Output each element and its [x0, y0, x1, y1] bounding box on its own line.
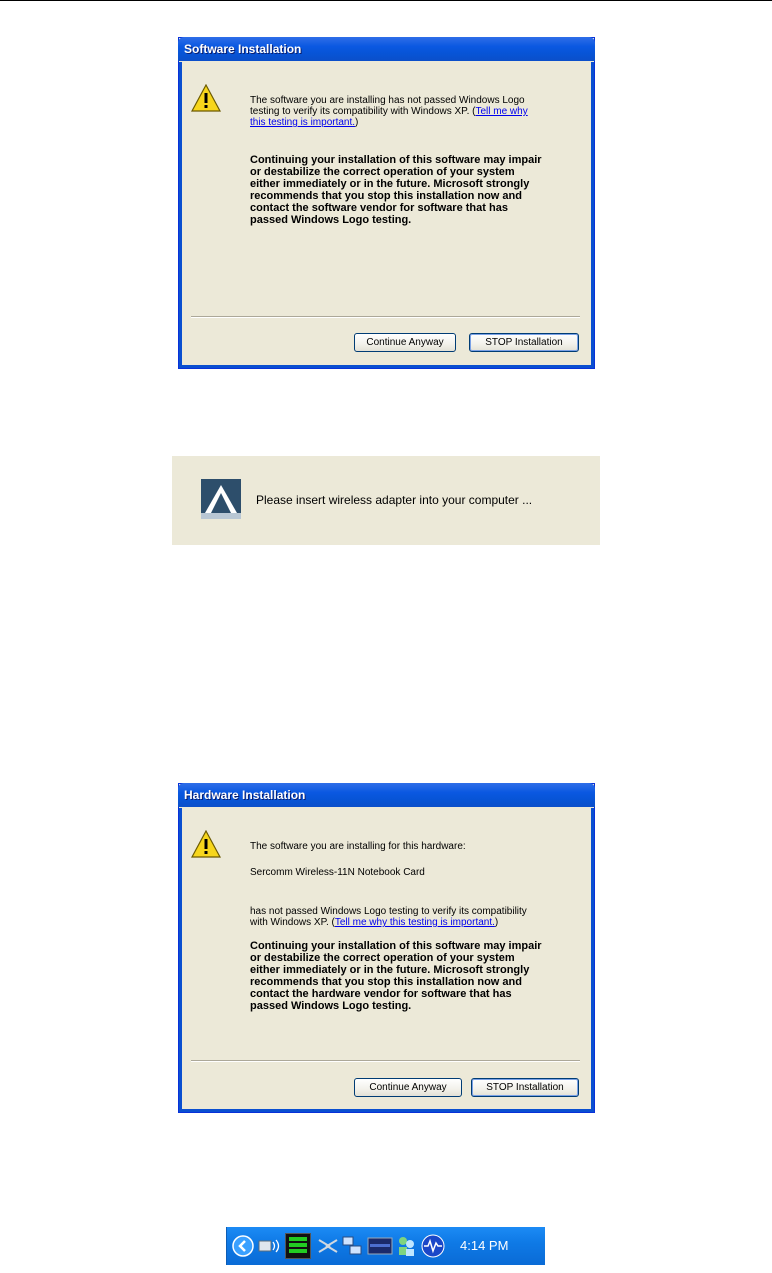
- show-hidden-icon[interactable]: [232, 1235, 254, 1257]
- continue-anyway-button[interactable]: Continue Anyway: [354, 1078, 462, 1097]
- warning-icon: [191, 84, 221, 112]
- app-tray-icon[interactable]: [367, 1236, 393, 1256]
- stop-installation-button[interactable]: STOP Installation: [471, 1078, 579, 1097]
- warning-text: Continuing your installation of this software may impair or destabilize the correct operation of your system either immediately or in the future. Microsoft strongly recommends that you stop this installation now and contact the hardware vendor for software that has passed Windows Logo testing.: [250, 940, 542, 1012]
- insert-adapter-text: Please insert wireless adapter into your computer ...: [256, 493, 533, 507]
- separator: [191, 316, 580, 318]
- intro-text: The software you are installing for this hardware:: [250, 841, 466, 852]
- sercomm-logo-icon: [201, 479, 241, 519]
- hardware-installation-dialog: [178, 783, 595, 1113]
- dialog-title[interactable]: Software Installation: [178, 37, 595, 61]
- separator: [191, 1060, 580, 1062]
- warning-icon: [191, 830, 221, 858]
- system-tray: [226, 1227, 545, 1265]
- software-installation-dialog: [178, 37, 595, 369]
- users-icon[interactable]: [396, 1235, 416, 1257]
- audio-icon[interactable]: [420, 1234, 446, 1258]
- tell-me-why-link[interactable]: Tell me why this testing is important.: [334, 917, 495, 928]
- network-connections-icon[interactable]: [341, 1235, 363, 1257]
- warning-text: Continuing your installation of this software may impair or destabilize the correct operation of your system either immediately or in the future. Microsoft strongly recommends that you stop this installation now and contact the software vendor for software that has passed Windows Logo testing.: [250, 154, 542, 226]
- signal-strength-icon[interactable]: [285, 1233, 311, 1259]
- insert-adapter-prompt: [172, 456, 600, 545]
- page-top-rule: [0, 0, 772, 1]
- clock[interactable]: 4:14 PM: [460, 1238, 509, 1253]
- wireless-network-icon[interactable]: [258, 1237, 282, 1255]
- device-name: Sercomm Wireless-11N Notebook Card: [250, 867, 425, 878]
- tell-me-why-link[interactable]: Tell me why: [475, 106, 528, 117]
- stop-installation-button[interactable]: STOP Installation: [469, 333, 579, 352]
- network-cable-icon[interactable]: [317, 1236, 339, 1256]
- not-passed-message: has not passed Windows Logo testing to verify its compatibility with Windows XP. (Tell me why this testing is important.): [250, 906, 527, 928]
- compatibility-message: The software you are installing has not passed Windows Logo testing to verify its compatibility with Windows XP. (Tell me why this testing is important.): [250, 95, 528, 128]
- continue-anyway-button[interactable]: Continue Anyway: [354, 333, 456, 352]
- dialog-title[interactable]: Hardware Installation: [178, 783, 595, 807]
- tell-me-why-link-cont[interactable]: this testing is important.: [250, 117, 356, 128]
